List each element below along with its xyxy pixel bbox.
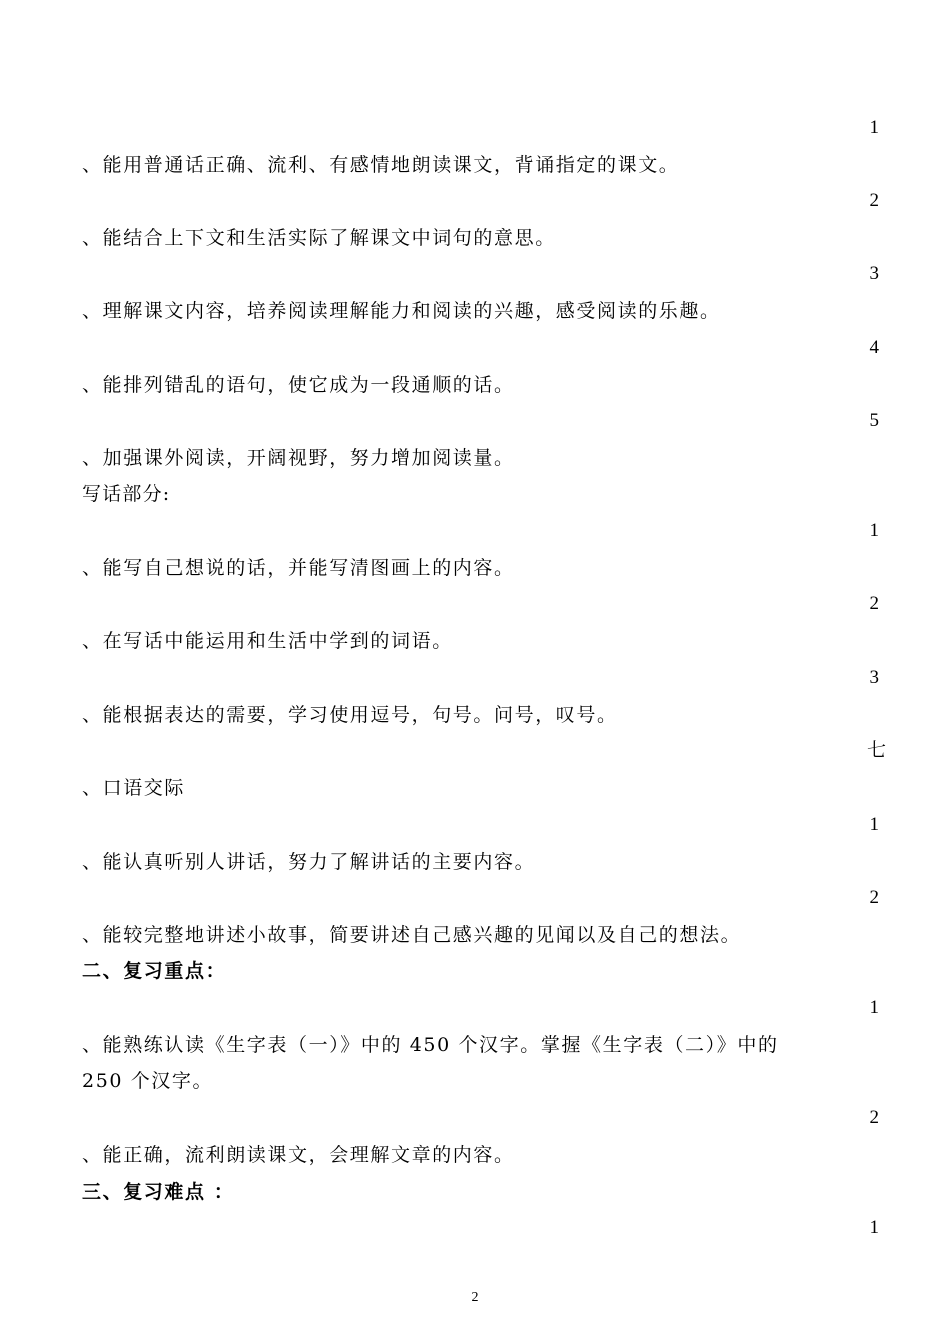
item-number: 3 [869,667,879,688]
item-number: 3 [869,263,879,284]
list-item-text: 、在写话中能运用和生活中学到的词语。 [82,630,453,652]
item-number: 2 [869,887,879,908]
list-item-text: 、能结合上下文和生活实际了解课文中词句的意思。 [82,227,556,249]
item-number: 2 [869,190,879,211]
section-number: 七 [866,740,886,761]
list-item-text: 、加强课外阅读，开阔视野，努力增加阅读量。 [82,447,515,469]
list-item-text: 、能排列错乱的语句，使它成为一段通顺的话。 [82,374,515,396]
section-heading-key-points: 二、复习重点： [82,960,227,982]
list-item-text: 、能用普通话正确、流利、有感情地朗读课文，背诵指定的课文。 [82,154,680,176]
list-item-text: 、理解课文内容，培养阅读理解能力和阅读的兴趣，感受阅读的乐趣。 [82,300,721,322]
item-number: 1 [869,117,879,138]
section-heading-difficulties: 三、复习难点 ： [82,1181,235,1203]
item-number: 2 [869,593,879,614]
item-number: 5 [869,410,879,431]
item-number: 1 [869,997,879,1018]
item-number: 1 [869,1217,879,1238]
section-title-writing: 写话部分: [82,483,171,505]
list-item-text: 、能根据表达的需要，学习使用逗号，句号。问号，叹号。 [82,704,618,726]
list-item-text: 、能正确，流利朗读课文，会理解文章的内容。 [82,1144,515,1166]
page-number: 2 [471,1290,479,1305]
item-number: 2 [869,1107,879,1128]
list-item-text: 、能较完整地讲述小故事，简要讲述自己感兴趣的见闻以及自己的想法。 [82,924,742,946]
list-item-text-continued: 250 个汉字。 [82,1070,214,1092]
item-number: 1 [869,814,879,835]
list-item-text: 、能熟练认读《生字表（一）》中的 450 个汉字。掌握《生字表（二）》中的 [82,1034,779,1056]
item-number: 4 [869,337,879,358]
list-item-text: 、能写自己想说的话，并能写清图画上的内容。 [82,557,515,579]
item-number: 1 [869,520,879,541]
list-item-text: 、能认真听别人讲话，努力了解讲话的主要内容。 [82,851,536,873]
section-title-oral: 、口语交际 [82,777,186,799]
